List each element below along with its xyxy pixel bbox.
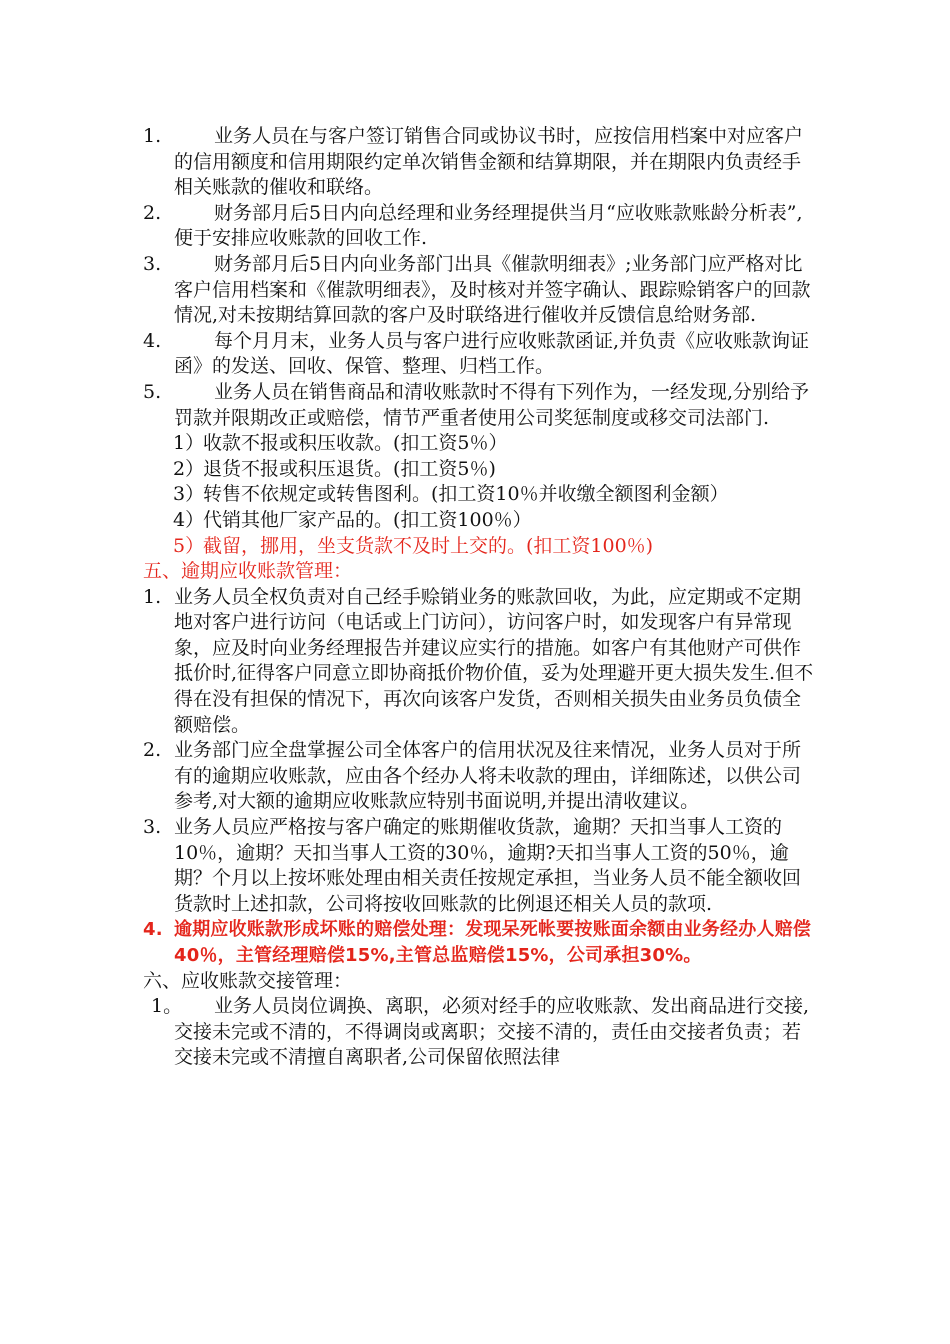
sub-list-item xyxy=(143,457,819,483)
item-text: 业务部门应全盘掌握公司全体客户的信用状况及往来情况，业务人员对于所有的逾期应收账款，应由各个经办人将未收款的理由，详细陈述，以供公司参考,对大额的逾期应收账款应特别书面说明,并提出清收建议。 xyxy=(174,739,802,813)
sub-item-text: 转售不依规定或转售图利。(扣工资10％并收缴全额图利金额） xyxy=(203,483,729,506)
list-item xyxy=(143,994,819,1071)
document-body xyxy=(143,124,819,1071)
item-text: 业务人员全权负责对自己经手赊销业务的账款回收，为此，应定期或不定期地对客户进行访问（电话或上门访问），访问客户时，如发现客户有异常现象，应及时向业务经理报告并建议应实行的措施。如客户有其他财产可供作抵价时,征得客户同意立即协商抵价物价值，妥为处理避开更大损失发生.但不得在没有担保的情况下，再次向该客户发货，否则相关损失由业务员负债全额赔偿。 xyxy=(174,585,814,736)
item-number: 1。 xyxy=(151,995,183,1018)
sub-item-number: 5） xyxy=(173,534,205,557)
sub-item-number: 2） xyxy=(173,457,205,480)
list-item xyxy=(143,585,819,739)
item-number: 5. xyxy=(143,380,162,403)
item-text: 每个月月末，业务人员与客户进行应收账款函证,并负责《应收账款询证函》的发送、回收、保管、整理、归档工作。 xyxy=(174,329,810,378)
item-number: 3. xyxy=(143,252,162,275)
item-text: 业务人员在销售商品和清收账款时不得有下列作为，一经发现,分别给予罚款并限期改正或赔偿，情节严重者使用公司奖惩制度或移交司法部门. xyxy=(174,380,810,429)
list-item xyxy=(143,201,819,252)
item-number: 3. xyxy=(143,816,162,839)
list-item-highlighted xyxy=(143,917,819,968)
sub-item-number: 3） xyxy=(173,483,205,506)
item-text: 业务人员应严格按与客户确定的账期催收货款，逾期？天扣当事人工资的10％，逾期？天扣当事人工资的30％，逾期?天扣当事人工资的50％，逾期？个月以上按坏账处理由相关责任按规定承担，当业务人员不能全额收回货款时上述扣款，公司将按收回账款的比例退还相关人员的款项. xyxy=(174,816,802,915)
item-text: 业务人员岗位调换、离职，必须对经手的应收账款、发出商品进行交接,交接未完或不清的，不得调岗或离职；交接不清的，责任由交接者负责；若交接未完或不清擅自离职者,公司保留依照法律 xyxy=(174,995,810,1069)
item-number: 2. xyxy=(143,739,162,762)
sub-item-number: 1） xyxy=(173,432,205,455)
item-number: 1. xyxy=(143,585,162,608)
list-item xyxy=(143,329,819,380)
list-item xyxy=(143,815,819,917)
sub-list-item xyxy=(143,508,819,534)
item-text: 财务部月后5日内向总经理和业务经理提供当月“应收账款账龄分析表”,便于安排应收账款的回收工作. xyxy=(174,201,803,250)
item-number: 4. xyxy=(143,329,162,352)
sub-item-number: 4） xyxy=(173,508,205,531)
list-item xyxy=(143,738,819,815)
list-item xyxy=(143,380,819,431)
item-number: 1. xyxy=(143,125,162,147)
item-text: 财务部月后5日内向业务部门出具《催款明细表》;业务部门应严格对比客户信用档案和《催款明细表》，及时核对并签字确认、跟踪赊销客户的回款情况,对未按期结算回款的客户及时联络进行催收并反馈信息给财务部. xyxy=(174,252,811,327)
sub-item-text: 退货不报或积压退货。(扣工资5％) xyxy=(203,457,496,480)
item-text: 逾期应收账款形成坏账的赔偿处理：发现呆死帐要按账面余额由业务经办人赔偿40％，主管经理赔偿15%,主管总监赔偿15%，公司承担30%。 xyxy=(174,919,811,966)
section-heading-handover: 六、应收账款交接管理： xyxy=(143,969,353,992)
item-number: 2. xyxy=(143,201,162,224)
item-text: 业务人员在与客户签订销售合同或协议书时，应按信用档案中对应客户的信用额度和信用期限约定单次销售金额和结算期限，并在期限内负责经手相关账款的催收和联络。 xyxy=(174,125,804,199)
item-number: 4. xyxy=(143,919,163,941)
list-item xyxy=(143,124,819,201)
sub-item-text: 代销其他厂家产品的。(扣工资100％） xyxy=(203,508,532,531)
section-heading-overdue: 五、逾期应收账款管理： xyxy=(143,560,353,583)
sub-item-text: 收款不报或积压收款。(扣工资5％） xyxy=(203,432,508,455)
sub-list-item xyxy=(143,431,819,457)
sub-list-item-highlighted xyxy=(143,534,819,560)
list-item xyxy=(143,252,819,329)
sub-list-item xyxy=(143,482,819,508)
sub-item-text: 截留，挪用，坐支货款不及时上交的。(扣工资100％) xyxy=(203,534,654,557)
